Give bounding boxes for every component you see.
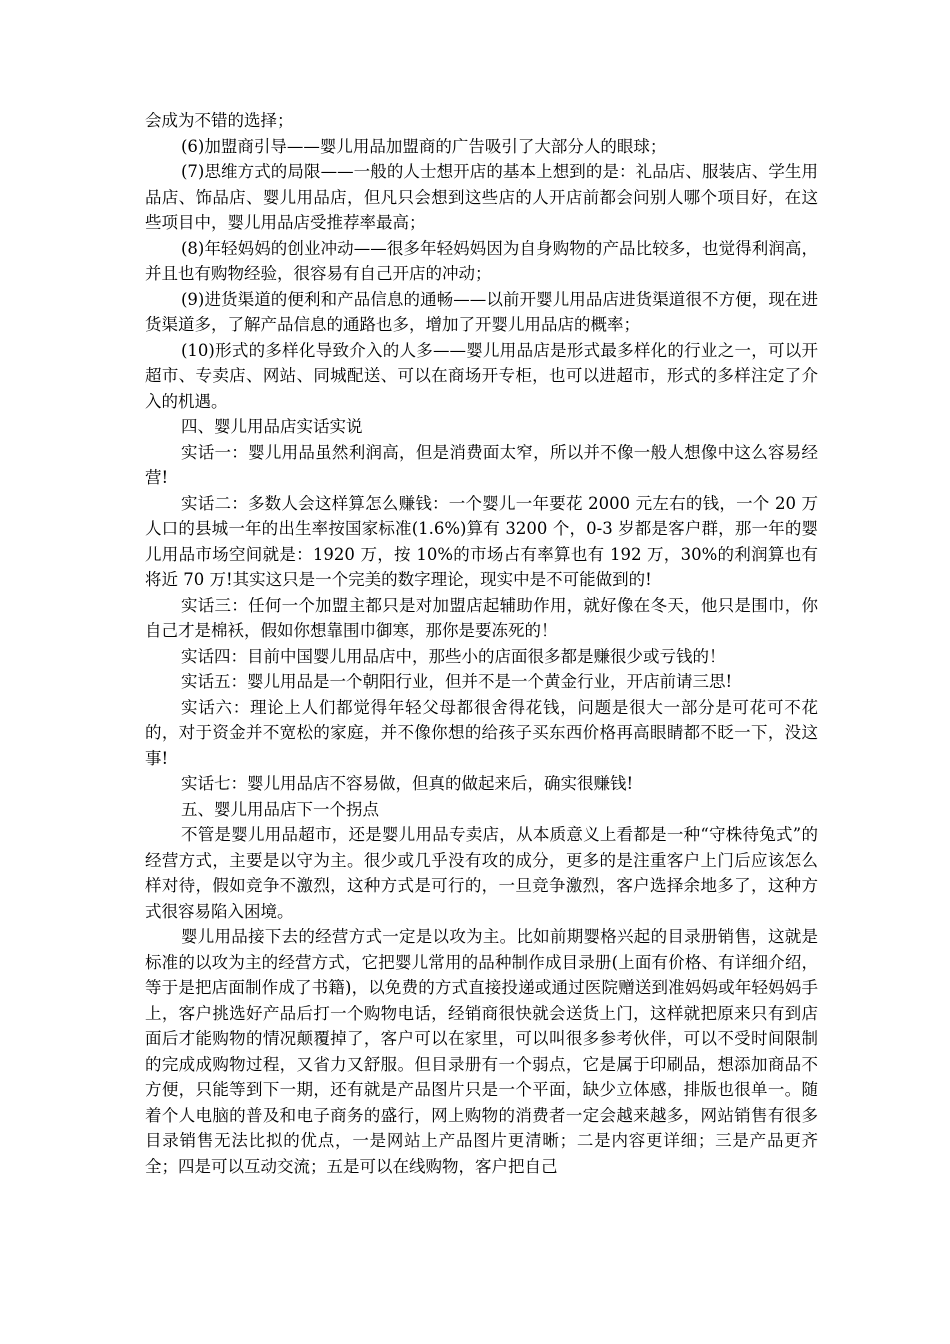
paragraph: 实话一：婴儿用品虽然利润高，但是消费面太窄，所以并不像一般人想像中这么容易经营! — [145, 442, 818, 487]
paragraph: (10)形式的多样化导致介入的人多——婴儿用品店是形式最多样化的行业之一，可以开超市、专卖店、网站、同城配送、可以在商场开专柜，也可以进超市，形式的多样注定了介入的机遇。 — [145, 340, 818, 411]
section-heading: 五、婴儿用品店下一个拐点 — [181, 799, 379, 819]
paragraph: 实话七：婴儿用品店不容易做，但真的做起来后，确实很赚钱! — [181, 774, 634, 793]
paragraph: 实话五：婴儿用品是一个朝阳行业，但并不是一个黄金行业，开店前请三思! — [181, 672, 733, 691]
paragraph: (6)加盟商引导——婴儿用品加盟商的广告吸引了大部分人的眼球； — [181, 136, 667, 156]
paragraph: (7)思维方式的局限——一般的人士想开店的基本上想到的是：礼品店、服装店、学生用品店、饰品店、婴儿用品店，但凡只会想到这些店的人开店前都会问别人哪个项目好，在这些项目中，婴儿用品店受推荐率最高； — [145, 162, 818, 232]
paragraph: (9)进货渠道的便利和产品信息的通畅——以前开婴儿用品店进货渠道很不方便，现在进货渠道多，了解产品信息的通路也多，增加了开婴儿用品店的概率； — [145, 289, 818, 334]
paragraph: (8)年轻妈妈的创业冲动——很多年轻妈妈因为自身购物的产品比较多，也觉得利润高，并且也有购物经验，很容易有自己开店的冲动； — [145, 238, 818, 283]
paragraph: 婴儿用品接下去的经营方式一定是以攻为主。比如前期婴格兴起的目录册销售，这就是标准的以攻为主的经营方式，它把婴儿常用的品种制作成目录册(上面有价格、有详细介绍，等于是把店面制作成了书籍)，以免费的方式直接投递或通过医院赠送到准妈妈或年轻妈妈手上，客户挑选好产品后打一个购物电话，经销商很快就会送货上门，这样就把原来只有到店面后才能购物的情况颠覆掉了，客户可以在家里，可以叫很多参考伙伴，可以不受时间限制的完成成购物过程，又省力又舒服。但目录册有一个弱点，它是属于印刷品，想添加商品不方便，只能等到下一期，还有就是产品图片只是一个平面，缺少立体感，排版也很单一。随着个人电脑的普及和电子商务的盛行，网上购物的消费者一定会越来越多，网站销售有很多目录销售无法比拟的优点，一是网站上产品图片更清晰；二是内容更详细；三是产品更齐全；四是可以互动交流；五是可以在线购物，客户把自己 — [145, 927, 818, 1176]
section-heading: 四、婴儿用品店实话实说 — [181, 417, 363, 436]
paragraph: 实话六：理论上人们都觉得年轻父母都很舍得花钱，问题是很大一部分是可花可不花的，对于资金并不宽松的家庭，并不像你想的给孩子买东西价格再高眼睛都不眨一下，没这事! — [145, 697, 818, 768]
paragraph: 实话四：目前中国婴儿用品店中，那些小的店面很多都是赚很少或亏钱的！ — [181, 646, 726, 666]
paragraph: 会成为不错的选择； — [145, 111, 294, 130]
document-body — [145, 108, 818, 1179]
paragraph: 实话二：多数人会这样算怎么赚钱：一个婴儿一年要花 2000 元左右的钱，一个 20 万人口的县城一年的出生率按国家标准(1.6%)算有 3200 个，0-3 岁都是客户群，那一年的婴儿用品市场空间就是：1920 万，按 10%的市场占有率算也有 192 万，30%的利润算也有将近 70 万!其实这只是一个完美的数字理论，现实中是不可能做到的! — [145, 493, 818, 589]
paragraph: 不管是婴儿用品超市，还是婴儿用品专卖店，从本质意义上看都是一种“守株待兔式”的经营方式，主要是以守为主。很少或几乎没有攻的成分，更多的是注重客户上门后应该怎么样对待，假如竞争不激烈，这种方式是可行的，一旦竞争激烈，客户选择余地多了，这种方式很容易陷入困境。 — [145, 825, 818, 921]
paragraph: 实话三：任何一个加盟主都只是对加盟店起辅助作用，就好像在冬天，他只是围巾，你自己才是棉袄，假如你想靠围巾御寒，那你是要冻死的！ — [145, 595, 818, 640]
